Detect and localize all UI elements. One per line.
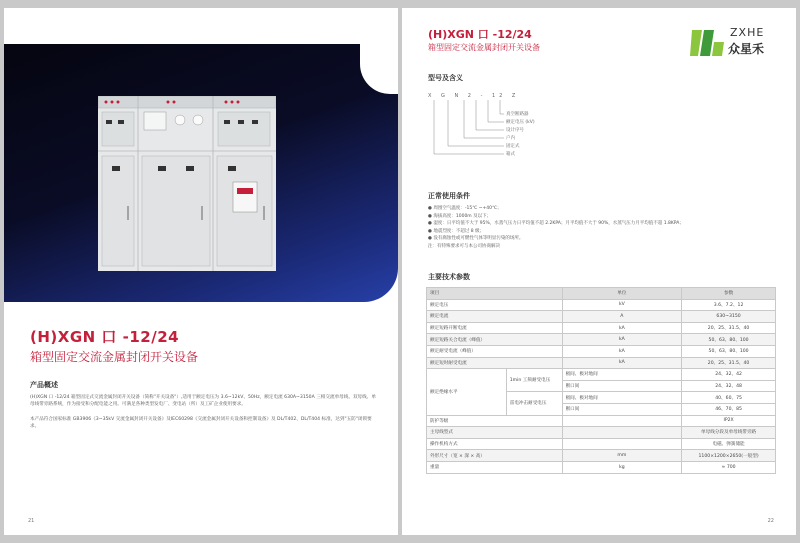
row-value: 单母线分段及单母线带旁路 xyxy=(682,427,776,439)
row-item: 额定耐受电流（峰值） xyxy=(427,345,563,357)
row-item: 外形尺寸（宽 × 深 × 高） xyxy=(427,450,563,462)
insulation-lightning: 雷电冲击耐受电压 xyxy=(506,392,562,415)
row-item: 额定短路开断电流 xyxy=(427,322,563,334)
model-label-3: 设计序号 xyxy=(506,128,524,133)
col-header-item: 项目 xyxy=(427,288,563,300)
product-title: (H)XGN 口 -12/24 xyxy=(30,328,180,346)
page-number: 22 xyxy=(767,518,774,524)
insulation-value: 24、32、48 xyxy=(682,380,776,392)
table-row xyxy=(427,415,776,427)
row-value: 50、63、80、100 xyxy=(682,334,776,346)
row-unit xyxy=(562,415,682,427)
row-value: 630~3150 xyxy=(682,311,776,323)
insulation-phase-ground: 极间、极对地间 xyxy=(562,369,682,381)
row-value: ≈ 700 xyxy=(682,461,776,473)
model-code: X G N 2 - 12 Z xyxy=(428,93,520,99)
insulation-fracture: 断口间 xyxy=(562,380,682,392)
switchgear-product-image xyxy=(98,96,276,271)
logo-text-cn: 众星禾 xyxy=(728,42,765,56)
overview-heading: 产品概述 xyxy=(30,381,58,389)
condition-item: ● 地震烈度：不超过 8 级； xyxy=(428,228,485,234)
model-label-5: 固定式 xyxy=(506,144,520,149)
condition-item: ● 湿度：日平均值不大于 95%，水蒸气压力日平均值不超 2.2KPA；月平均值不大于 90%，水蒸气压力月平均值不超 1.8KPA； xyxy=(428,221,684,227)
overview-paragraph-2: 本产品符合国家标准 GB3906《3~35kV 交流金属封闭开关设备》及IEC60298《交流金属封闭开关设备和控制设备》及 DL/T402、DL/T404 标准，达到"五防"闭锁要求。 xyxy=(30,417,372,429)
overview-paragraph-1: (H)XGN 口 -12/24 箱型固定式交流金属封闭开关设备（简称"开关设备"）,适用于额定电压为 3.6~12kV、50Hz，额定电流 630A~3150A 三相交流单母线、双母线、单母线带旁路系统，作为接受和分配电能之用。可满足各种类型发电厂、变电站（所）及工矿企业使用要求。 xyxy=(30,395,376,407)
model-heading: 型号及含义 xyxy=(428,74,463,82)
row-item: 额定电压 xyxy=(427,299,563,311)
row-item: 主母线型式 xyxy=(427,427,563,439)
row-unit: kV xyxy=(562,299,682,311)
row-unit: A xyxy=(562,311,682,323)
table-row xyxy=(427,311,776,323)
row-unit xyxy=(562,427,682,439)
conditions-list xyxy=(428,205,684,251)
insulation-value: 40、60、75 xyxy=(682,392,776,404)
row-value: 电磁、弹簧储能 xyxy=(682,438,776,450)
params-heading: 主要技术参数 xyxy=(428,273,470,281)
table-row xyxy=(427,461,776,473)
col-header-value: 参数 xyxy=(682,288,776,300)
right-page xyxy=(402,8,796,535)
table-row xyxy=(427,438,776,450)
row-item: 重量 xyxy=(427,461,563,473)
table-row xyxy=(427,334,776,346)
row-item: 额定短时耐受电流 xyxy=(427,357,563,369)
model-label-6: 箱式 xyxy=(506,152,515,157)
table-row xyxy=(427,299,776,311)
model-label-2: 额定电压 (kV) xyxy=(506,120,535,125)
left-page xyxy=(4,8,398,535)
product-subtitle: 箱型固定交流金属封闭开关设备 xyxy=(30,350,199,364)
row-value: IP2X xyxy=(682,415,776,427)
table-header-row xyxy=(427,288,776,300)
row-unit xyxy=(562,438,682,450)
logo-mark-icon xyxy=(690,28,726,58)
product-title: (H)XGN 口 -12/24 xyxy=(428,28,532,41)
model-label-4: 户内 xyxy=(506,136,515,141)
row-value: 50、63、80、100 xyxy=(682,345,776,357)
page-number: 21 xyxy=(28,518,35,524)
row-item: 额定电流 xyxy=(427,311,563,323)
insulation-label: 额定绝缘水平 xyxy=(427,369,507,415)
row-value: 3.6、7.2、12 xyxy=(682,299,776,311)
row-unit: kA xyxy=(562,357,682,369)
conditions-heading: 正常使用条件 xyxy=(428,192,470,200)
table-row xyxy=(427,427,776,439)
col-header-unit: 单位 xyxy=(562,288,682,300)
insulation-value: 24、32、42 xyxy=(682,369,776,381)
table-row xyxy=(427,345,776,357)
table-row xyxy=(427,357,776,369)
insulation-phase-ground: 极间、极对地间 xyxy=(562,392,682,404)
spec-table xyxy=(426,287,776,474)
table-row xyxy=(427,322,776,334)
insulation-value: 46、70、85 xyxy=(682,403,776,415)
row-unit: kA xyxy=(562,334,682,346)
row-value: 20、25、31.5、40 xyxy=(682,322,776,334)
condition-item: ● 周围空气温度：-15℃ ~+40℃； xyxy=(428,206,502,211)
row-unit: mm xyxy=(562,450,682,462)
company-logo xyxy=(690,26,780,58)
row-value: 20、25、31.5、40 xyxy=(682,357,776,369)
logo-text-en: ZXHE xyxy=(730,26,765,39)
row-value: 1100×1200×2650(一般型) xyxy=(682,450,776,462)
condition-item: ● 没有腐蚀性或可燃性气体等明显污染的场所。 xyxy=(428,236,524,242)
row-item: 额定短路关合电流（峰值） xyxy=(427,334,563,346)
condition-note: 注：有特殊要求可与本公司协商解决 xyxy=(428,243,500,249)
table-row xyxy=(427,450,776,462)
row-unit: kg xyxy=(562,461,682,473)
condition-item: ● 海拔高度：1000m 及以下； xyxy=(428,213,492,219)
row-item: 防护等级 xyxy=(427,415,563,427)
model-label-1: 真空断路器 xyxy=(506,112,529,117)
table-row xyxy=(427,369,776,381)
row-unit: kA xyxy=(562,322,682,334)
row-item: 操作机构方式 xyxy=(427,438,563,450)
insulation-power-freq: 1min 工频耐受电压 xyxy=(506,369,562,392)
row-unit: kA xyxy=(562,345,682,357)
insulation-fracture: 断口间 xyxy=(562,403,682,415)
product-subtitle: 箱型固定交流金属封闭开关设备 xyxy=(428,43,540,52)
